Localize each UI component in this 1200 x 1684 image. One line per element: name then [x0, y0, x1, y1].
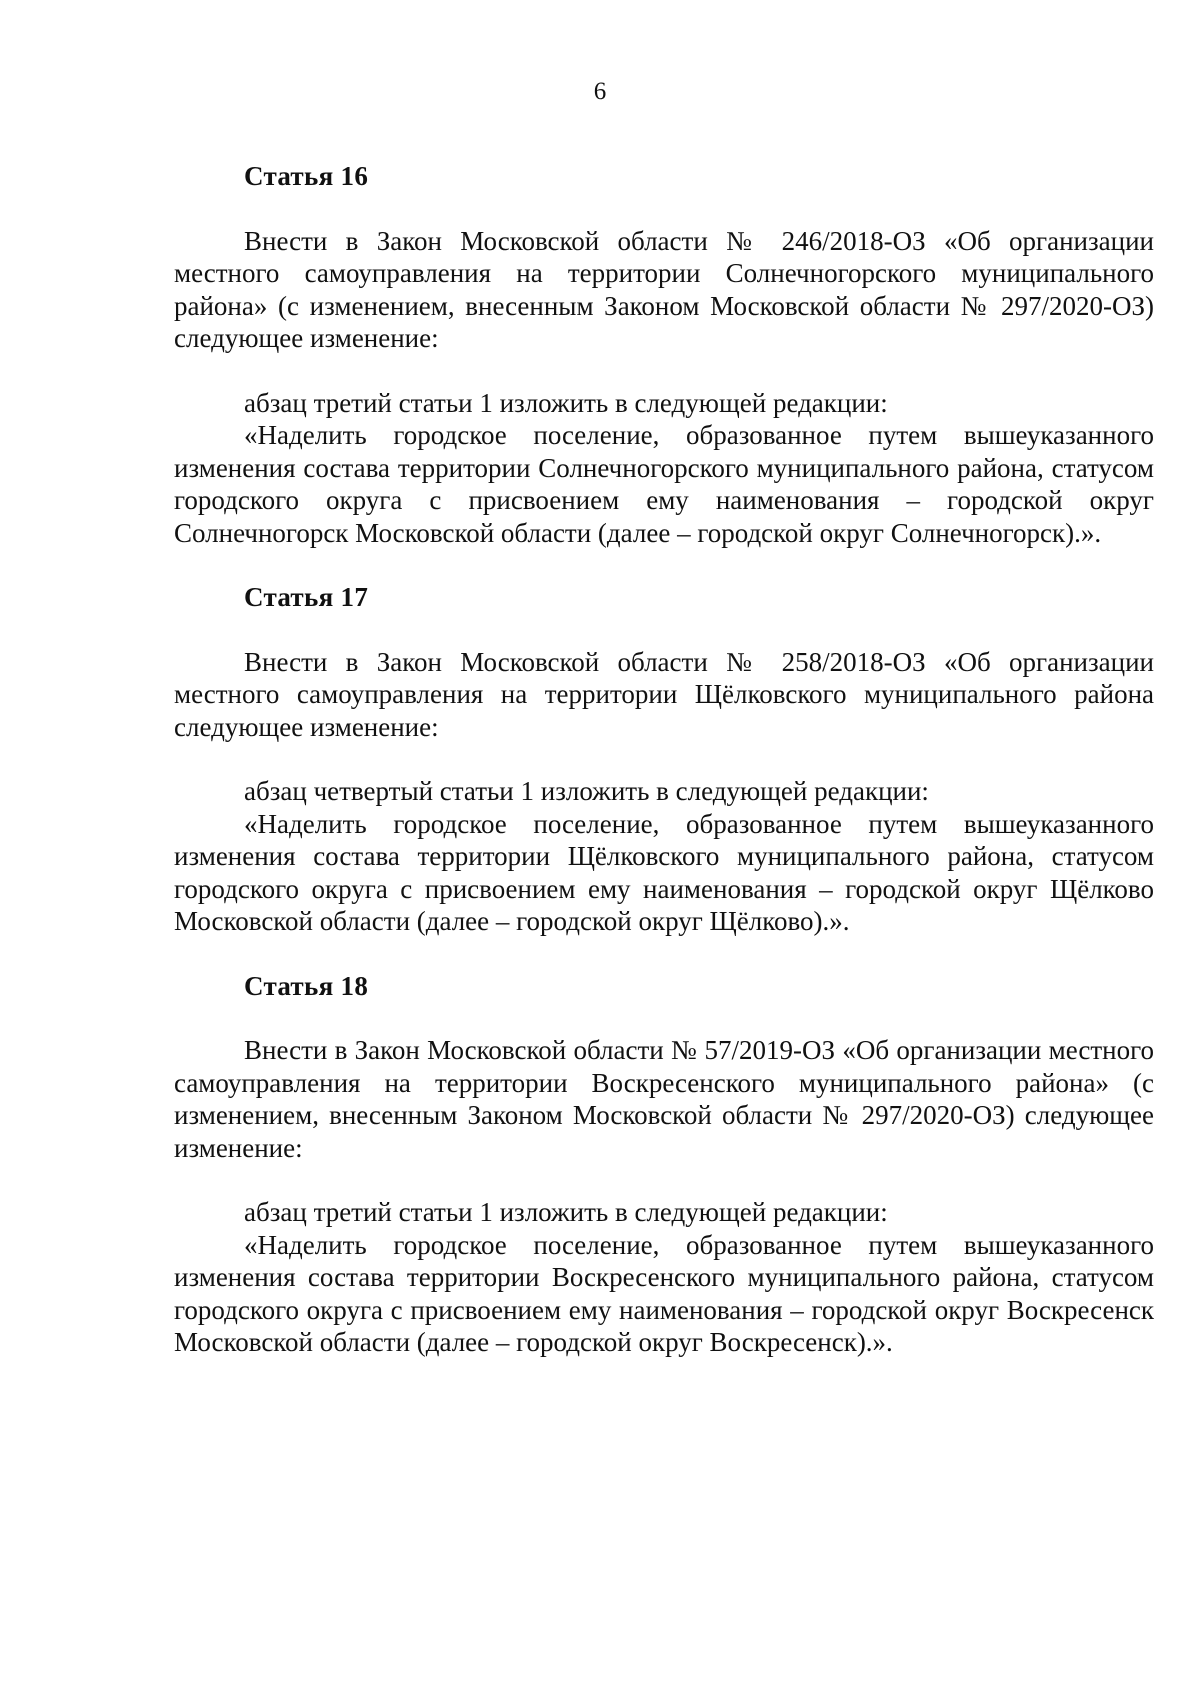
article-instruction: абзац третий статьи 1 изложить в следующей редакции: — [244, 1197, 888, 1227]
document-body — [174, 160, 1154, 1359]
article-heading: Статья 18 — [244, 970, 369, 1001]
article-quote: «Наделить городское поселение, образованное путем вышеуказанного изменения состава территории Солнечногорского муниципального района, статусом городского округа с присвоением ему наименования – городской округ Солнечногорск Московской области (далее – городской округ Солнечногорск).». — [174, 420, 1154, 548]
article-heading: Статья 16 — [244, 161, 369, 191]
article-instruction: абзац третий статьи 1 изложить в следующей редакции: — [244, 387, 888, 418]
page-number: 6 — [593, 78, 607, 105]
article-18 — [174, 970, 1154, 1359]
article-instruction: абзац четвертый статьи 1 изложить в следующей редакции: — [244, 776, 929, 806]
article-16 — [174, 160, 1154, 549]
article-intro: Внести в Закон Московской области № 246/2018-ОЗ «Об организации местного самоуправления на территории Солнечногорского муниципального района» (с изменением, внесенным Законом Московской области № 297/2020-ОЗ) следующее изменение: — [174, 225, 1154, 353]
article-heading: Статья 17 — [244, 582, 369, 612]
article-17 — [174, 581, 1154, 938]
article-intro: Внести в Закон Московской области № 258/2018-ОЗ «Об организации местного самоуправления на территории Щёлковского муниципального района следующее изменение: — [174, 646, 1154, 742]
article-intro: Внести в Закон Московской области № 57/2019-ОЗ «Об организации местного самоуправления на территории Воскресенского муниципального района» (с изменением, внесенным Законом Московской области № 297/2020-ОЗ) следующее изменение: — [174, 1035, 1154, 1163]
article-quote: «Наделить городское поселение, образованное путем вышеуказанного изменения состава территории Щёлковского муниципального района, статусом городского округа с присвоением ему наименования – городской округ Щёлково Московской области (далее – городской округ Щёлково).». — [174, 808, 1154, 936]
article-quote: «Наделить городское поселение, образованное путем вышеуказанного изменения состава территории Воскресенского муниципального района, статусом городского округа с присвоением ему наименования – городской округ Воскресенск Московской области (далее – городской округ Воскресенск).». — [174, 1229, 1154, 1357]
